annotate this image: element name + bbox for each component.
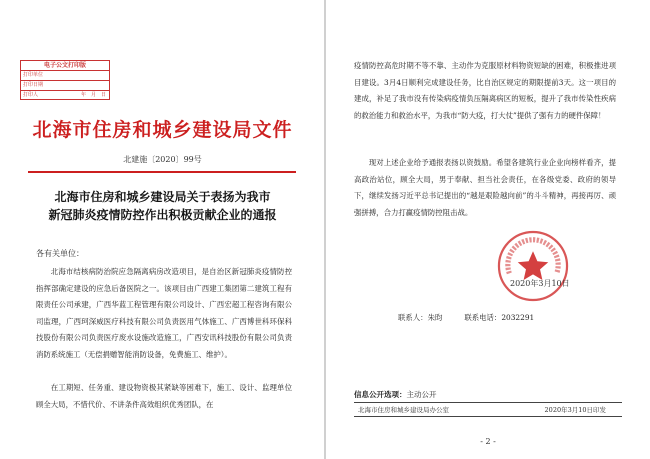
stamp-row-printer: [21, 91, 109, 100]
electronic-print-stamp-box: [20, 60, 110, 100]
signature-date: 2020年3月10日: [510, 279, 570, 288]
stamp-row-label: 打印单位: [23, 72, 44, 78]
stamp-row-print-date: [21, 81, 109, 91]
issuing-office: 北海市住房和城乡建设局办公室: [358, 406, 449, 414]
stamp-title: 电子公文打印版: [21, 61, 109, 71]
contact-phone: 联系电话：2032291: [464, 313, 535, 322]
contact-person: 联系人：朱昀: [398, 313, 443, 322]
stamp-row-label: 打印人: [23, 92, 39, 98]
greeting: 各有关单位：: [36, 249, 84, 258]
document-header-title: 北海市住房和城乡建设局文件: [32, 119, 293, 141]
stamp-row-date: 年 月 日: [80, 92, 106, 98]
notice-title: [30, 188, 295, 224]
stamp-row-print-unit: [21, 71, 109, 81]
stamp-row-label: 打印日期: [23, 82, 44, 88]
document-number: 北建施〔2020〕99号: [123, 155, 202, 164]
footer-rule-bottom: [354, 416, 622, 417]
page-number: - 2 -: [480, 437, 496, 446]
body-paragraph-4: 现对上述企业给予通报表扬以资鼓励。希望各建筑行业企业向榜样看齐，提高政治站位，顾全大局，男于奉献、担当社会责任，在各级党委、政府的领导下，继续发扬习近平总书记提出的“越是艰险越向前”的斗斗精神，再接再厉、顽强拼搏，合力打赢疫情防控阻击战。: [354, 158, 616, 217]
body-paragraph-1: 北海市结核病防治院应急隔离病房改造项目，是自治区新冠肺炎疫情防控指挥部确定建设的应急后备医院之一。该项目由广西建工集团第二建筑工程有限责任公司承建，广西华蓝工程管理有限公司设计、广西宏超工程咨询有限公司监理，广西珂深威医疗科技有限公司负责医用气体施工、广西博世科环保科技股份有限公司负责医疗废水设施改造施工，广西安讯科技股份有限公司负责消防系统施工（无偿捐赠智能消防设备，免费施工、维护）。: [36, 267, 292, 359]
contact-line: [398, 312, 534, 323]
notice-title-line-1: 北海市住房和城乡建设局关于表扬为我市: [54, 190, 271, 204]
footer-rule-top: [354, 402, 622, 403]
right-page: [326, 0, 650, 459]
body-paragraph-3: 疫情防控高危时期不等不靠、主动作为克服原材料物资短缺的困难，积极推进项目建设。3月4日顺利完成建设任务，比自治区规定的期限提前3天。这一项目的建成，补足了我市没有传染病疫情负压隔离病区的短板，提升了我市传染性疾病的救治能力和救治水平，为我市“防大疫，打大仗”提供了强有力的硬件保障！: [354, 61, 616, 120]
notice-title-line-2: 新冠肺炎疫情防控作出积极贡献企业的通报: [48, 208, 277, 222]
public-disclosure-label: 信息公开选项：: [354, 390, 407, 399]
public-disclosure-value: 主动公开: [406, 390, 437, 399]
public-disclosure-line: [354, 389, 437, 400]
body-paragraph-2: 在工期短、任务重、建设物资极其紧缺等困难下，施工、设计、监理单位顾全大局，不惜代价、不讲条件高效组织优秀团队，在: [36, 383, 292, 409]
issue-date: 2020年3月10日印发: [544, 406, 606, 414]
red-divider: [28, 171, 296, 173]
official-seal-image: [496, 229, 570, 303]
